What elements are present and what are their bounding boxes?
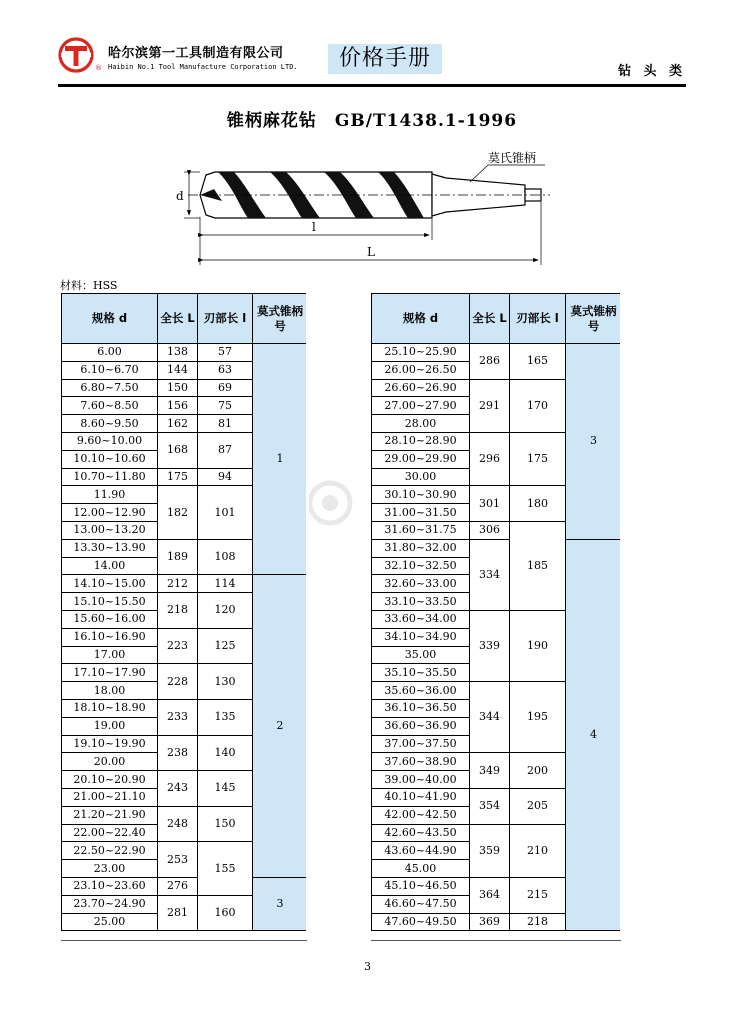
size-cell: 28.00 [372,415,470,433]
flute-length-cell: 125 [198,628,253,664]
size-cell: 27.00~27.90 [372,397,470,415]
size-cell: 31.00~31.50 [372,504,470,522]
size-cell: 17.00 [62,646,158,664]
header-flute-length: 刃部长 l [198,294,253,344]
size-cell: 6.10~6.70 [62,361,158,379]
total-length-cell: 138 [158,344,198,362]
size-cell: 15.10~15.50 [62,593,158,611]
size-cell: 36.10~36.50 [372,699,470,717]
flute-length-cell: 81 [198,415,253,433]
header-size: 规格 d [372,294,470,344]
taper-number-cell: 2 [253,575,308,878]
size-cell: 19.00 [62,717,158,735]
total-length-cell: 218 [158,593,198,629]
total-length-cell: 162 [158,415,198,433]
company-name-en: Haibin No.1 Tool Manufacture Corporation LTD. [108,63,298,71]
flute-length-cell: 135 [198,699,253,735]
table-row [62,575,308,593]
size-cell: 23.00 [62,860,158,878]
header-taper-number: 莫式锥柄号 [566,294,622,344]
size-cell: 26.00~26.50 [372,361,470,379]
taper-number-cell: 3 [253,877,308,930]
size-cell: 39.00~40.00 [372,771,470,789]
size-cell: 32.10~32.50 [372,557,470,575]
size-cell: 42.00~42.50 [372,806,470,824]
total-length-cell: 276 [158,877,198,895]
flute-length-cell: 140 [198,735,253,771]
total-length-cell: 150 [158,379,198,397]
size-cell: 29.00~29.90 [372,450,470,468]
table-row [62,344,308,362]
flute-length-cell: 114 [198,575,253,593]
company-name-cn: 哈尔滨第一工具制造有限公司 [108,46,284,61]
size-cell: 10.70~11.80 [62,468,158,486]
total-length-cell: 233 [158,699,198,735]
registered-mark: ® [95,64,102,72]
size-cell: 20.10~20.90 [62,771,158,789]
table-row [62,877,308,895]
size-cell: 31.60~31.75 [372,521,470,539]
size-cell: 12.00~12.90 [62,504,158,522]
total-length-cell: 286 [470,344,510,380]
flute-length-cell: 160 [198,895,253,931]
size-cell: 6.00 [62,344,158,362]
size-cell: 23.10~23.60 [62,877,158,895]
size-cell: 11.90 [62,486,158,504]
size-cell: 9.60~10.00 [62,432,158,450]
total-length-cell: 364 [470,877,510,913]
header-rule [58,84,686,87]
size-cell: 17.10~17.90 [62,664,158,682]
size-cell: 22.00~22.40 [62,824,158,842]
flute-length-cell: 94 [198,468,253,486]
taper-number-cell: 3 [566,344,622,540]
size-cell: 16.10~16.90 [62,628,158,646]
size-cell: 36.60~36.90 [372,717,470,735]
total-length-cell: 349 [470,753,510,789]
flute-length-cell: 190 [510,610,566,681]
dim-L-label: L [367,245,375,259]
flute-length-cell: 170 [510,379,566,432]
size-cell: 43.60~44.90 [372,842,470,860]
size-cell: 14.00 [62,557,158,575]
size-cell: 42.60~43.50 [372,824,470,842]
page-number: 3 [364,960,371,973]
flute-length-cell: 150 [198,806,253,842]
total-length-cell: 296 [470,432,510,485]
table-row [372,539,622,557]
size-cell: 45.00 [372,860,470,878]
size-cell: 46.60~47.50 [372,895,470,913]
header-total-length: 全长 L [158,294,198,344]
size-cell: 35.10~35.50 [372,664,470,682]
total-length-cell: 175 [158,468,198,486]
flute-length-cell: 195 [510,682,566,753]
header-total-length: 全长 L [470,294,510,344]
manual-title: 价格手册 [328,44,442,74]
flute-length-cell: 200 [510,753,566,789]
flute-length-cell: 101 [198,486,253,539]
size-cell: 37.00~37.50 [372,735,470,753]
size-cell: 35.00 [372,646,470,664]
flute-length-cell: 130 [198,664,253,700]
total-length-cell: 248 [158,806,198,842]
size-cell: 13.30~13.90 [62,539,158,557]
total-length-cell: 334 [470,539,510,610]
size-cell: 26.60~26.90 [372,379,470,397]
total-length-cell: 168 [158,432,198,468]
total-length-cell: 344 [470,682,510,753]
size-cell: 30.00 [372,468,470,486]
total-length-cell: 212 [158,575,198,593]
total-length-cell: 238 [158,735,198,771]
dim-l-label: l [312,220,316,234]
flute-length-cell: 185 [510,521,566,610]
total-length-cell: 301 [470,486,510,522]
total-length-cell: 306 [470,521,510,539]
flute-length-cell: 57 [198,344,253,362]
watermark-icon [307,480,353,526]
flute-length-cell: 145 [198,771,253,807]
flute-length-cell: 218 [510,913,566,931]
page-title: 锥柄麻花钻 GB/T1438.1-1996 [226,111,518,131]
size-cell: 33.60~34.00 [372,610,470,628]
flute-length-cell: 63 [198,361,253,379]
flute-length-cell: 165 [510,344,566,380]
size-cell: 21.20~21.90 [62,806,158,824]
total-length-cell: 354 [470,788,510,824]
size-cell: 21.00~21.10 [62,788,158,806]
size-cell: 20.00 [62,753,158,771]
size-cell: 32.60~33.00 [372,575,470,593]
flute-length-cell: 69 [198,379,253,397]
total-length-cell: 339 [470,610,510,681]
company-logo-icon [58,37,94,73]
shank-label: 莫氏锥柄 [488,151,537,165]
total-length-cell: 223 [158,628,198,664]
total-length-cell: 189 [158,539,198,575]
category-label: 钻 头 类 [618,64,687,79]
size-cell: 37.60~38.90 [372,753,470,771]
size-cell: 19.10~19.90 [62,735,158,753]
total-length-cell: 281 [158,895,198,931]
total-length-cell: 182 [158,486,198,539]
size-cell: 10.10~10.60 [62,450,158,468]
size-cell: 15.60~16.00 [62,610,158,628]
size-cell: 28.10~28.90 [372,432,470,450]
size-cell: 25.00 [62,913,158,931]
size-cell: 6.80~7.50 [62,379,158,397]
size-cell: 23.70~24.90 [62,895,158,913]
size-cell: 47.60~49.50 [372,913,470,931]
flute-length-cell: 215 [510,877,566,913]
size-cell: 13.00~13.20 [62,521,158,539]
flute-length-cell: 87 [198,432,253,468]
size-cell: 45.10~46.50 [372,877,470,895]
header-size: 规格 d [62,294,158,344]
dim-d-label: d [176,189,184,203]
size-cell: 22.50~22.90 [62,842,158,860]
size-cell: 35.60~36.00 [372,682,470,700]
size-cell: 18.00 [62,682,158,700]
flute-length-cell: 175 [510,432,566,485]
total-length-cell: 243 [158,771,198,807]
flute-length-cell: 180 [510,486,566,522]
total-length-cell: 144 [158,361,198,379]
size-cell: 8.60~9.50 [62,415,158,433]
size-cell: 40.10~41.90 [372,788,470,806]
flute-length-cell: 120 [198,593,253,629]
total-length-cell: 359 [470,824,510,877]
table-row [372,344,622,362]
size-cell: 18.10~18.90 [62,699,158,717]
taper-number-cell: 4 [566,539,622,931]
size-cell: 25.10~25.90 [372,344,470,362]
size-cell: 14.10~15.00 [62,575,158,593]
flute-length-cell: 210 [510,824,566,877]
size-cell: 30.10~30.90 [372,486,470,504]
spec-table-left [61,293,308,931]
flute-length-cell: 155 [198,842,253,895]
spec-table-right [371,293,622,931]
total-length-cell: 369 [470,913,510,931]
total-length-cell: 228 [158,664,198,700]
flute-length-cell: 108 [198,539,253,575]
header-flute-length: 刃部长 l [510,294,566,344]
table-end-rule [61,940,307,941]
material-label: 材料：HSS [60,279,118,292]
drill-diagram [170,145,560,270]
size-cell: 34.10~34.90 [372,628,470,646]
size-cell: 31.80~32.00 [372,539,470,557]
size-cell: 7.60~8.50 [62,397,158,415]
total-length-cell: 156 [158,397,198,415]
flute-length-cell: 75 [198,397,253,415]
taper-number-cell: 1 [253,344,308,575]
total-length-cell: 291 [470,379,510,432]
flute-length-cell: 205 [510,788,566,824]
size-cell: 33.10~33.50 [372,593,470,611]
header-taper-number: 莫式锥柄号 [253,294,308,344]
table-end-rule [371,940,621,941]
total-length-cell: 253 [158,842,198,878]
